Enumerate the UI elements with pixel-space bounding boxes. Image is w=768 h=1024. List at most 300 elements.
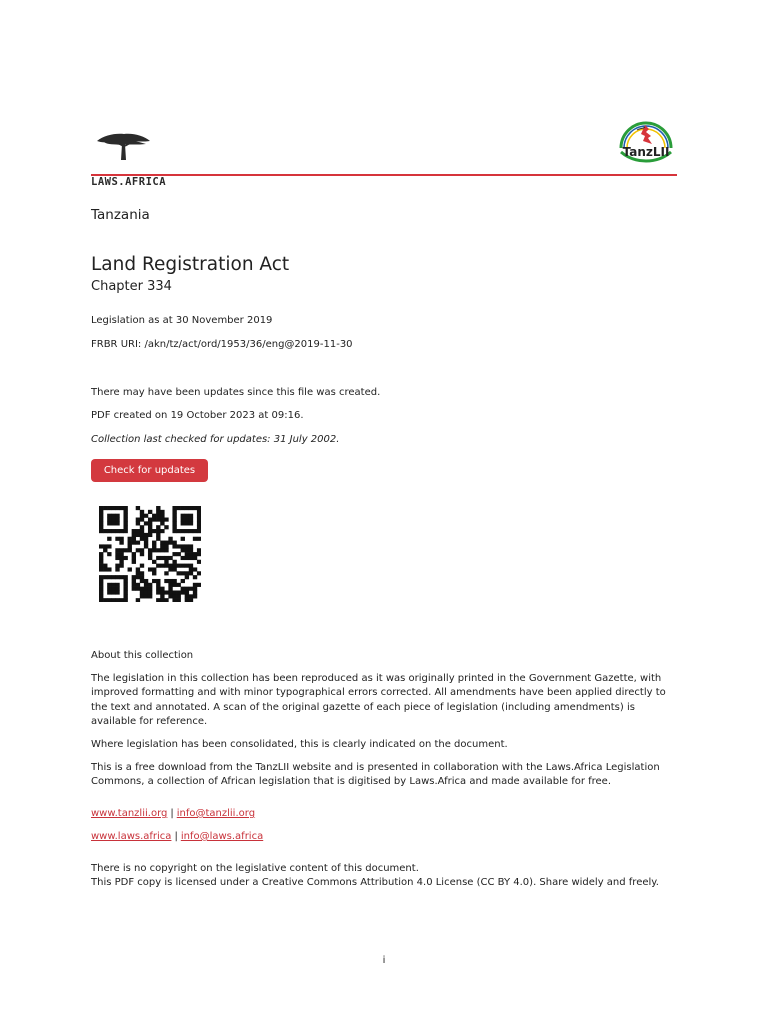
qr-module	[156, 525, 160, 529]
qr-module	[119, 560, 123, 564]
qr-module	[103, 544, 107, 548]
qr-module	[111, 529, 115, 533]
qr-module	[123, 587, 127, 591]
qr-module	[99, 560, 103, 564]
qr-module	[152, 529, 156, 533]
qr-module	[193, 537, 197, 541]
qr-module	[119, 552, 123, 556]
qr-module	[140, 514, 144, 518]
qr-module	[128, 548, 132, 552]
qr-module	[148, 510, 152, 514]
qr-module	[156, 533, 160, 537]
qr-module	[132, 587, 136, 591]
qr-module	[181, 537, 185, 541]
qr-module	[115, 564, 119, 568]
qr-module	[99, 552, 103, 556]
qr-module	[144, 541, 148, 545]
qr-module	[123, 590, 127, 594]
qr-module	[115, 552, 119, 556]
qr-module	[160, 587, 164, 591]
tanzlii-website-link[interactable]: www.tanzlii.org	[91, 808, 168, 819]
qr-module	[115, 556, 119, 560]
qr-module	[177, 598, 181, 602]
page-header	[91, 114, 677, 188]
qr-module	[140, 533, 144, 537]
qr-module	[148, 529, 152, 533]
qr-module	[164, 518, 168, 522]
qr-module	[177, 583, 181, 587]
qr-module	[148, 525, 152, 529]
qr-module	[160, 518, 164, 522]
qr-module	[119, 506, 123, 510]
laws-africa-website-link[interactable]: www.laws.africa	[91, 831, 172, 842]
qr-module	[107, 506, 111, 510]
qr-module	[144, 537, 148, 541]
qr-module	[115, 567, 119, 571]
qr-module	[99, 529, 103, 533]
qr-module	[107, 567, 111, 571]
qr-module	[99, 575, 103, 579]
qr-module	[156, 506, 160, 510]
qr-module	[136, 583, 140, 587]
qr-module	[193, 529, 197, 533]
qr-module	[99, 514, 103, 518]
qr-module	[189, 529, 193, 533]
qr-module	[123, 514, 127, 518]
qr-module	[177, 506, 181, 510]
qr-module	[123, 579, 127, 583]
qr-module	[177, 594, 181, 598]
tanzlii-logo	[615, 114, 677, 172]
qr-module	[160, 556, 164, 560]
qr-module	[172, 598, 176, 602]
qr-module	[193, 567, 197, 571]
qr-module	[148, 518, 152, 522]
qr-module	[119, 575, 123, 579]
qr-module	[197, 506, 201, 510]
about-paragraph-2: Where legislation has been consolidated, this is clearly indicated on the document.	[91, 739, 508, 750]
qr-module	[164, 598, 168, 602]
qr-module	[99, 544, 103, 548]
link-separator: |	[174, 831, 178, 842]
qr-module	[197, 560, 201, 564]
qr-module	[181, 506, 185, 510]
qr-module	[185, 575, 189, 579]
qr-module	[123, 518, 127, 522]
qr-module	[185, 598, 189, 602]
about-heading: About this collection	[91, 650, 194, 661]
qr-module	[172, 514, 176, 518]
qr-module	[160, 594, 164, 598]
cc-license-line: This PDF copy is licensed under a Creative Commons Attribution 4.0 License (CC BY 4.0). Share widely and freely.	[91, 877, 659, 889]
qr-module	[197, 583, 201, 587]
qr-module	[119, 564, 123, 568]
qr-module	[136, 571, 140, 575]
qr-module	[181, 564, 185, 568]
qr-module	[136, 506, 140, 510]
qr-module	[140, 571, 144, 575]
qr-module	[115, 514, 119, 518]
qr-module	[177, 544, 181, 548]
qr-module	[99, 564, 103, 568]
qr-module	[107, 529, 111, 533]
country-label: Tanzania	[91, 207, 150, 223]
legislation-date: Legislation as at 30 November 2019	[91, 315, 273, 326]
qr-module	[197, 525, 201, 529]
qr-module	[172, 583, 176, 587]
qr-module	[152, 541, 156, 545]
qr-module	[177, 529, 181, 533]
qr-module	[172, 560, 176, 564]
qr-module	[172, 590, 176, 594]
qr-module	[123, 575, 127, 579]
qr-module	[197, 521, 201, 525]
qr-module	[111, 583, 115, 587]
qr-module	[107, 521, 111, 525]
qr-module	[164, 556, 168, 560]
qr-module	[160, 544, 164, 548]
qr-module	[189, 567, 193, 571]
qr-module	[140, 510, 144, 514]
check-for-updates-button[interactable]: Check for updates	[91, 459, 208, 482]
header-divider	[91, 174, 677, 176]
qr-module	[99, 556, 103, 560]
qr-module	[164, 571, 168, 575]
link-separator: |	[170, 808, 174, 819]
about-paragraph-1: The legislation in this collection has been reproduced as it was originally printed in the Government Gazette, with improved formatting and with minor typographical errors corrected. All amendments have been applied directly to the text and annotated. A scan of the original gazette of each piece of legislation (including amendments) is available for reference.	[91, 673, 666, 727]
qr-module	[103, 529, 107, 533]
qr-module	[193, 575, 197, 579]
qr-module	[152, 571, 156, 575]
qr-module	[115, 521, 119, 525]
qr-module	[185, 552, 189, 556]
qr-module	[140, 548, 144, 552]
qr-module	[189, 514, 193, 518]
qr-module	[181, 521, 185, 525]
qr-module	[144, 590, 148, 594]
qr-module	[189, 552, 193, 556]
qr-module	[172, 541, 176, 545]
qr-module	[156, 510, 160, 514]
qr-module	[185, 571, 189, 575]
qr-module	[152, 567, 156, 571]
qr-module	[136, 548, 140, 552]
qr-module	[148, 552, 152, 556]
qr-module	[140, 518, 144, 522]
qr-module	[181, 556, 185, 560]
qr-module	[177, 552, 181, 556]
qr-module	[99, 525, 103, 529]
qr-module	[197, 537, 201, 541]
qr-module	[140, 564, 144, 568]
qr-module	[99, 510, 103, 514]
laws-africa-logo-text: LAWS.AFRICA	[91, 176, 167, 188]
qr-module	[164, 560, 168, 564]
qr-module	[160, 590, 164, 594]
qr-module	[111, 590, 115, 594]
qr-module	[189, 548, 193, 552]
qr-module	[111, 506, 115, 510]
qr-module	[148, 556, 152, 560]
chapter-label: Chapter 334	[91, 279, 172, 294]
qr-module	[193, 556, 197, 560]
qr-module	[107, 583, 111, 587]
qr-module	[156, 537, 160, 541]
qr-module	[107, 598, 111, 602]
qr-module	[177, 564, 181, 568]
qr-module	[107, 514, 111, 518]
qr-module	[103, 548, 107, 552]
qr-module	[197, 510, 201, 514]
qr-module	[164, 579, 168, 583]
qr-module	[115, 583, 119, 587]
laws-africa-logo	[91, 132, 167, 188]
updates-notice: There may have been updates since this file was created.	[91, 387, 381, 398]
qr-module	[181, 518, 185, 522]
qr-module	[152, 518, 156, 522]
qr-module	[185, 518, 189, 522]
qr-module	[160, 510, 164, 514]
qr-module	[132, 583, 136, 587]
qr-module	[189, 518, 193, 522]
qr-module	[107, 590, 111, 594]
qr-module	[144, 521, 148, 525]
qr-module	[172, 567, 176, 571]
qr-module	[140, 552, 144, 556]
qr-module	[189, 598, 193, 602]
qr-module	[103, 506, 107, 510]
qr-module	[156, 529, 160, 533]
qr-module	[152, 544, 156, 548]
qr-module	[99, 506, 103, 510]
qr-module	[193, 506, 197, 510]
qr-module	[140, 575, 144, 579]
qr-module	[119, 541, 123, 545]
qr-module	[99, 598, 103, 602]
qr-module	[115, 518, 119, 522]
qr-module	[160, 598, 164, 602]
qr-module	[144, 544, 148, 548]
qr-module	[111, 575, 115, 579]
qr-module	[189, 556, 193, 560]
qr-module	[136, 521, 140, 525]
qr-module	[99, 590, 103, 594]
qr-module	[115, 587, 119, 591]
qr-module	[115, 598, 119, 602]
qr-module	[156, 548, 160, 552]
qr-module	[136, 541, 140, 545]
qr-module	[140, 537, 144, 541]
tanzlii-email-link[interactable]: info@tanzlii.org	[176, 808, 256, 819]
qr-module	[144, 533, 148, 537]
qr-module	[172, 564, 176, 568]
qr-module	[103, 598, 107, 602]
qr-module	[193, 587, 197, 591]
qr-module	[156, 518, 160, 522]
qr-module	[99, 567, 103, 571]
qr-module	[156, 514, 160, 518]
qr-module	[172, 529, 176, 533]
qr-module	[172, 579, 176, 583]
qr-module	[164, 548, 168, 552]
qr-module	[123, 525, 127, 529]
qr-module	[144, 583, 148, 587]
qr-module	[123, 598, 127, 602]
qr-module	[189, 544, 193, 548]
qr-module	[107, 575, 111, 579]
qr-module	[193, 594, 197, 598]
qr-module	[119, 529, 123, 533]
tanzlii-links	[91, 808, 255, 819]
laws-africa-email-link[interactable]: info@laws.africa	[180, 831, 264, 842]
qr-module	[193, 583, 197, 587]
qr-module	[181, 587, 185, 591]
qr-module	[197, 529, 201, 533]
qr-module	[164, 525, 168, 529]
qr-module	[136, 529, 140, 533]
qr-module	[181, 548, 185, 552]
qr-module	[128, 541, 132, 545]
pdf-created-date: PDF created on 19 October 2023 at 09:16.	[91, 410, 304, 421]
qr-module	[160, 564, 164, 568]
qr-module	[111, 587, 115, 591]
qr-module	[115, 537, 119, 541]
qr-module	[136, 518, 140, 522]
qr-module	[168, 594, 172, 598]
qr-module	[160, 548, 164, 552]
qr-module	[185, 594, 189, 598]
qr-module	[107, 518, 111, 522]
qr-module	[144, 587, 148, 591]
qr-module	[103, 575, 107, 579]
qr-module	[144, 594, 148, 598]
qr-module	[119, 548, 123, 552]
qr-module	[168, 567, 172, 571]
qr-module	[168, 587, 172, 591]
qr-module	[164, 564, 168, 568]
qr-module	[189, 521, 193, 525]
qr-module	[119, 598, 123, 602]
qr-module	[115, 548, 119, 552]
qr-module	[181, 514, 185, 518]
qr-module	[189, 506, 193, 510]
qr-module	[185, 544, 189, 548]
qr-module	[107, 552, 111, 556]
qr-module	[152, 579, 156, 583]
qr-module	[111, 518, 115, 522]
qr-module	[99, 518, 103, 522]
qr-module	[132, 541, 136, 545]
qr-module	[156, 564, 160, 568]
qr-module	[136, 533, 140, 537]
qr-module	[103, 567, 107, 571]
qr-module	[119, 537, 123, 541]
qr-module	[185, 514, 189, 518]
qr-module	[181, 529, 185, 533]
qr-module	[148, 594, 152, 598]
qr-module	[172, 594, 176, 598]
qr-module	[197, 571, 201, 575]
qr-module	[128, 537, 132, 541]
qr-module	[172, 510, 176, 514]
acacia-tree-icon	[94, 132, 152, 162]
qr-module	[132, 533, 136, 537]
qr-module	[148, 521, 152, 525]
qr-module	[181, 579, 185, 583]
qr-module	[172, 544, 176, 548]
qr-module	[115, 575, 119, 579]
qr-module	[123, 506, 127, 510]
qr-module	[99, 583, 103, 587]
qr-module	[132, 529, 136, 533]
qr-module	[177, 590, 181, 594]
qr-module	[152, 548, 156, 552]
qr-module	[168, 590, 172, 594]
qr-module	[140, 590, 144, 594]
qr-module	[156, 579, 160, 583]
qr-module	[103, 564, 107, 568]
qr-code-icon[interactable]	[99, 506, 201, 602]
qr-module	[99, 521, 103, 525]
qr-module	[115, 590, 119, 594]
qr-module	[164, 544, 168, 548]
qr-module	[185, 556, 189, 560]
qr-module	[152, 560, 156, 564]
collection-checked-date: Collection last checked for updates: 31 July 2002.	[91, 434, 340, 445]
qr-module	[111, 598, 115, 602]
qr-module	[164, 590, 168, 594]
qr-module	[168, 564, 172, 568]
qr-module	[144, 514, 148, 518]
qr-module	[156, 587, 160, 591]
qr-module	[160, 521, 164, 525]
qr-module	[156, 583, 160, 587]
qr-module	[148, 590, 152, 594]
qr-module	[123, 556, 127, 560]
qr-module	[111, 521, 115, 525]
qr-module	[132, 556, 136, 560]
qr-module	[99, 594, 103, 598]
qr-module	[181, 544, 185, 548]
qr-module	[156, 590, 160, 594]
qr-module	[189, 571, 193, 575]
frbr-uri: FRBR URI: /akn/tz/act/ord/1953/36/eng@2019-11-30	[91, 339, 353, 350]
qr-module	[189, 564, 193, 568]
qr-module	[181, 571, 185, 575]
qr-module	[168, 541, 172, 545]
qr-module	[168, 579, 172, 583]
qr-module	[132, 579, 136, 583]
qr-module	[148, 548, 152, 552]
qr-module	[128, 567, 132, 571]
qr-module	[115, 529, 119, 533]
qr-module	[160, 529, 164, 533]
qr-module	[156, 556, 160, 560]
qr-module	[148, 533, 152, 537]
qr-module	[177, 571, 181, 575]
qr-module	[148, 583, 152, 587]
qr-module	[197, 514, 201, 518]
qr-module	[185, 564, 189, 568]
qr-module	[123, 510, 127, 514]
qr-module	[189, 594, 193, 598]
qr-module	[185, 587, 189, 591]
qr-module	[185, 529, 189, 533]
qr-module	[99, 579, 103, 583]
qr-module	[107, 587, 111, 591]
qr-module	[140, 587, 144, 591]
qr-module	[197, 548, 201, 552]
